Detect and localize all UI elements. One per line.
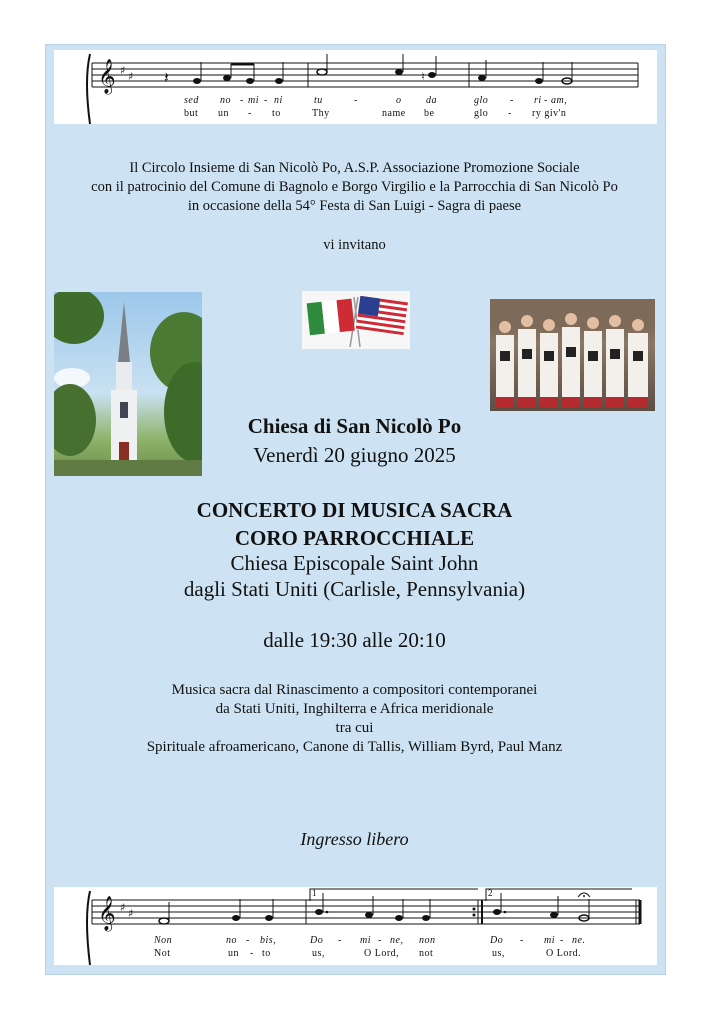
lyric-english-b2: un (228, 948, 239, 959)
lyric-english-b7: not (419, 948, 434, 959)
flags-image (302, 291, 410, 349)
lyric-english-b4: to (262, 948, 271, 959)
top-staff-svg (54, 50, 657, 124)
lyric-latin-14: - (544, 95, 548, 106)
lyric-latin-15: am, (551, 95, 568, 106)
lyric-english-10: ry giv'n (532, 108, 567, 119)
lyric-english-3: - (248, 108, 252, 119)
lyric-english-2: un (218, 108, 229, 119)
organizers-line-2: con il patrocinio del Comune di Bagnolo e Borgo Virgilio e la Parrocchia di San Nicolò Po (91, 179, 618, 195)
volta-1-label: 1 (312, 888, 317, 898)
lyric-latin-b2: no (226, 935, 237, 946)
lyric-latin-3: - (240, 95, 244, 106)
organizers-line-3: in occasione della 54° Festa di San Luigi - Sagra di paese (187, 198, 522, 214)
lyric-english-5: Thy (312, 108, 330, 119)
lyric-latin-7: tu (314, 95, 323, 106)
lyric-english-b9: O Lord. (546, 948, 582, 959)
lyric-latin-6: ni (274, 95, 283, 106)
lyric-latin-5: - (264, 95, 268, 106)
lyric-latin-b14: - (560, 935, 564, 946)
lyric-latin-b11: Do (490, 935, 504, 946)
invite-text: vi invitano (323, 237, 386, 253)
lyric-latin-b5: Do (310, 935, 324, 946)
bottom-music-staff (54, 887, 657, 965)
concert-title (45, 496, 664, 552)
lyric-latin-4: mi (248, 95, 259, 106)
lyric-latin-11: glo (474, 95, 489, 106)
program-line-4: Spirituale afroamericano, Canone di Tallis, William Byrd, Paul Manz (146, 739, 563, 755)
lyric-latin-b12: - (520, 935, 524, 946)
lyric-latin-8: - (354, 95, 358, 106)
program-line-2: da Stati Uniti, Inghilterra e Africa meridionale (215, 701, 494, 717)
lyric-english-b8: us, (492, 948, 505, 959)
lyric-latin-b8: - (378, 935, 382, 946)
event-date: Venerdì 20 giugno 2025 (253, 443, 456, 467)
lyric-latin-2: no (220, 95, 231, 106)
lyric-latin-b13: mi (544, 935, 555, 946)
lyric-latin-b9: ne, (390, 935, 404, 946)
svg-text:♯: ♯ (120, 901, 126, 914)
volta-2-label: 2 (488, 888, 493, 898)
lyric-latin-12: - (510, 95, 514, 106)
svg-text:𝄽: 𝄽 (164, 68, 169, 87)
lyric-latin-1: sed (184, 95, 199, 106)
lyric-latin-b7: mi (360, 935, 371, 946)
lyric-latin-b6: - (338, 935, 342, 946)
venue-name: Chiesa di San Nicolò Po (247, 414, 462, 438)
choir-location: dagli Stati Uniti (Carlisle, Pennsylvania) (183, 577, 526, 601)
organizers-text (45, 159, 664, 216)
lyric-english-6: name (382, 108, 406, 119)
lyric-english-b6: O Lord, (364, 948, 400, 959)
lyric-latin-b3: - (246, 935, 250, 946)
svg-text:♯: ♯ (128, 70, 134, 83)
lyric-english-b3: - (250, 948, 254, 959)
choir-origin (45, 550, 664, 602)
organizers-line-1: Il Circolo Insieme di San Nicolò Po, A.S.P. Associazione Promozione Sociale (129, 160, 580, 176)
program-description (45, 681, 664, 757)
free-entry: Ingresso libero (300, 829, 409, 849)
lyric-latin-b10: non (419, 935, 436, 946)
svg-text:♮: ♮ (421, 70, 425, 83)
choir-photo (490, 299, 655, 411)
event-time: dalle 19:30 alle 20:10 (263, 628, 446, 652)
choir-illustration (490, 299, 655, 411)
lyric-latin-9: o (396, 95, 402, 106)
lyric-latin-b1: Non (154, 935, 173, 946)
svg-text:𝄞: 𝄞 (98, 59, 116, 94)
concert-title-line-2: CORO PARROCCHIALE (234, 526, 475, 550)
lyric-latin-b4: bis, (260, 935, 277, 946)
lyric-english-9: - (508, 108, 512, 119)
lyric-english-8: glo (474, 108, 489, 119)
lyric-latin-10: da (426, 95, 437, 106)
top-music-staff (54, 50, 657, 124)
lyric-latin-b15: ne. (572, 935, 586, 946)
svg-text:𝄞: 𝄞 (98, 896, 116, 931)
lyric-english-b1: Not (154, 948, 171, 959)
program-line-1: Musica sacra dal Rinascimento a compositori contemporanei (171, 682, 538, 698)
svg-text:♯: ♯ (120, 64, 126, 77)
lyric-latin-13: ri (534, 95, 542, 106)
svg-text:♯: ♯ (128, 907, 134, 920)
lyric-english-4: to (272, 108, 281, 119)
lyric-english-1: but (184, 108, 199, 119)
flags-illustration (302, 291, 410, 349)
concert-title-line-1: CONCERTO DI MUSICA SACRA (196, 498, 513, 522)
choir-church: Chiesa Episcopale Saint John (230, 551, 479, 575)
lyric-english-b5: us, (312, 948, 325, 959)
lyric-english-7: be (424, 108, 435, 119)
program-line-3: tra cui (335, 720, 374, 736)
